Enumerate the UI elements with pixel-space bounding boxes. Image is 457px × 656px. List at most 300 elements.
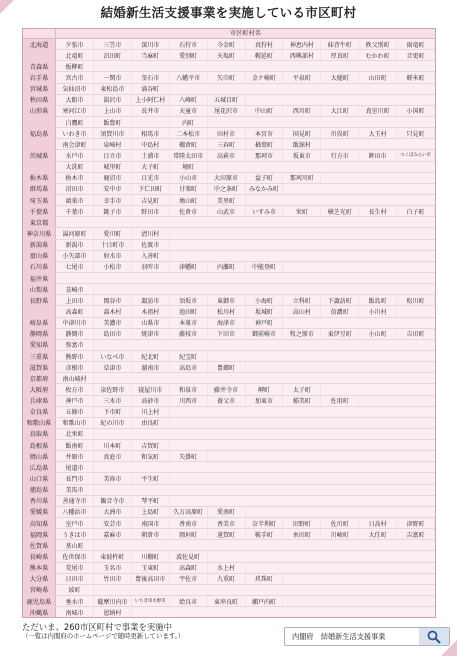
municipality-cell: むかわ町 xyxy=(359,50,397,60)
municipality-cell: 益子町 xyxy=(246,173,284,183)
municipality-cell: 豊郷町 xyxy=(208,362,246,372)
municipality-cell: 沼田町 xyxy=(94,50,132,60)
municipality-cell: 神戸市 xyxy=(56,396,94,406)
municipality-cell: 鹿沼市 xyxy=(94,173,132,183)
municipality-cell: 大洲市 xyxy=(94,507,132,517)
prefecture-cell: 熊本県 xyxy=(23,563,56,573)
municipality-list xyxy=(56,485,435,495)
prefecture-cell: 和歌山県 xyxy=(23,418,56,428)
municipality-cell: 吉富町 xyxy=(397,529,435,539)
municipality-cell: 軽米町 xyxy=(397,72,435,82)
municipality-cell: 日高村 xyxy=(359,518,397,528)
municipality-cell: 川俣町 xyxy=(321,128,359,138)
municipality-list xyxy=(56,407,435,417)
municipality-cell: 大館市 xyxy=(56,95,94,105)
table-row xyxy=(23,117,435,128)
municipality-cell: 上島町 xyxy=(132,507,170,517)
table-row xyxy=(23,451,435,462)
prefecture-cell: 青森県 xyxy=(23,61,56,71)
municipality-cell: 垂水市 xyxy=(56,596,94,606)
municipality-cell: 安芸市 xyxy=(94,518,132,528)
municipality-cell: 寒河江市 xyxy=(56,106,94,116)
table-row xyxy=(23,529,435,540)
municipality-cell: 中能登町 xyxy=(246,262,284,272)
municipality-list xyxy=(56,273,435,283)
municipality-cell: 小海町 xyxy=(246,295,284,305)
municipality-cell: 美祢市 xyxy=(94,473,132,483)
municipality-cell: 平泉町 xyxy=(283,72,321,82)
table-row xyxy=(23,485,435,496)
table-row xyxy=(23,473,435,484)
municipality-cell: 朝倉市 xyxy=(132,529,170,539)
municipality-cell: 十日町市 xyxy=(94,240,132,250)
prefecture-cell: 鳥取県 xyxy=(23,429,56,439)
table-row xyxy=(23,128,435,139)
municipality-cell: 日田市 xyxy=(56,574,94,584)
municipality-cell: 真室川町 xyxy=(359,106,397,116)
municipality-list xyxy=(56,162,435,172)
table-row xyxy=(23,61,435,72)
table-row xyxy=(23,607,435,617)
municipality-cell: 五城目町 xyxy=(208,95,246,105)
municipality-cell: 玖珠町 xyxy=(246,574,284,584)
municipality-cell: いなべ市 xyxy=(94,351,132,361)
municipality-cell: みなかみ町 xyxy=(246,184,284,194)
municipality-cell: 真狩村 xyxy=(246,39,284,49)
table-row xyxy=(23,240,435,251)
municipality-cell: 下仁田町 xyxy=(132,184,170,194)
municipality-cell: 山田町 xyxy=(359,72,397,82)
municipality-cell: 新潟市 xyxy=(56,240,94,250)
municipality-cell: 恩納村 xyxy=(94,607,132,617)
municipality-cell: 糸田町 xyxy=(283,529,321,539)
municipality-cell xyxy=(132,117,170,127)
municipality-cell: 三笠市 xyxy=(94,39,132,49)
municipality-list xyxy=(56,206,435,216)
prefecture-cell: 鹿児島県 xyxy=(23,596,56,606)
municipality-cell: 幸手市 xyxy=(94,195,132,205)
municipality-list xyxy=(56,473,435,483)
municipality-cell: 坂東市 xyxy=(283,150,321,160)
municipality-cell: 千葉市 xyxy=(56,206,94,216)
municipality-cell: 楢葉町 xyxy=(246,139,284,149)
table-row xyxy=(23,162,435,173)
search-label: 内閣府 結婚新生活支援事業 xyxy=(292,631,386,641)
table-row xyxy=(23,206,435,217)
municipality-cell: 由良町 xyxy=(132,418,170,428)
municipality-cell: 夕張市 xyxy=(56,39,94,49)
municipality-list xyxy=(56,451,435,461)
municipality-cell: 中島村 xyxy=(132,139,170,149)
table-row xyxy=(23,217,435,228)
municipality-cell: 佐世保市 xyxy=(56,551,94,561)
municipality-cell: 海津市 xyxy=(208,318,246,328)
municipality-cell: 水上村 xyxy=(208,563,246,573)
municipality-cell: 山県市 xyxy=(132,318,170,328)
municipality-cell: 弥富市 xyxy=(56,340,94,350)
municipality-cell: 西興部村 xyxy=(283,50,321,60)
table-row xyxy=(23,440,435,451)
municipality-cell: 吉田町 xyxy=(397,329,435,339)
municipality-list xyxy=(56,217,435,227)
municipality-cell: 只見町 xyxy=(397,128,435,138)
municipality-cell: いわき市 xyxy=(56,128,94,138)
prefecture-cell xyxy=(23,306,56,316)
municipality-cell: 南山城村 xyxy=(56,373,94,383)
table-row xyxy=(23,373,435,384)
municipality-cell: 本宮市 xyxy=(246,128,284,138)
municipality-cell: 大洗町 xyxy=(56,162,94,172)
municipality-list xyxy=(56,228,435,238)
municipality-list xyxy=(56,362,435,372)
prefecture-header xyxy=(23,29,56,38)
municipality-cell: 西川町 xyxy=(283,106,321,116)
municipality-cell: 八幡浜市 xyxy=(56,507,94,517)
municipality-cell: 栃木市 xyxy=(56,173,94,183)
prefecture-cell: 石川県 xyxy=(23,262,56,272)
municipality-cell: 上小阿仁村 xyxy=(132,95,170,105)
municipality-cell: 今金町 xyxy=(208,39,246,49)
prefecture-cell: 東京都 xyxy=(23,217,56,227)
municipality-cell: 小国町 xyxy=(397,106,435,116)
municipality-cell: 天童市 xyxy=(170,106,208,116)
prefecture-cell: 山形県 xyxy=(23,106,56,116)
municipality-cell: 高萩市 xyxy=(208,150,246,160)
municipality-cell: 熊野市 xyxy=(56,351,94,361)
municipality-list xyxy=(56,240,435,250)
municipality-cell: 白子町 xyxy=(397,206,435,216)
municipality-cell: 音更町 xyxy=(397,50,435,60)
municipality-cell: 香美市 xyxy=(208,518,246,528)
table-row xyxy=(23,228,435,239)
municipality-cell: 日光市 xyxy=(132,173,170,183)
prefecture-cell: 福井県 xyxy=(23,273,56,283)
municipality-cell: 高山村 xyxy=(283,306,321,316)
table-row xyxy=(23,39,435,50)
municipality-cell: 焼津市 xyxy=(132,329,170,339)
municipality-cell: 奈半利町 xyxy=(246,518,284,528)
municipality-list xyxy=(56,585,435,595)
municipality-cell: 長生村 xyxy=(359,206,397,216)
municipality-list xyxy=(56,340,435,350)
municipality-cell: 善通寺市 xyxy=(56,496,94,506)
municipality-cell: 和気町 xyxy=(132,451,170,461)
municipality-cell: 那珂川町 xyxy=(283,173,321,183)
municipality-cell: 竹田市 xyxy=(94,574,132,584)
table-row xyxy=(23,95,435,106)
municipality-cell: 八峰町 xyxy=(170,95,208,105)
municipality-cell: 吉賀町 xyxy=(132,440,170,450)
municipality-header: 市区町村名 xyxy=(56,29,435,38)
municipality-cell: 八幡平市 xyxy=(170,72,208,82)
municipality-cell: 長門市 xyxy=(56,473,94,483)
municipality-list xyxy=(56,318,435,328)
municipality-cell: 高森町 xyxy=(170,563,208,573)
municipality-cell: 日立市 xyxy=(94,150,132,160)
municipality-cell: 鴻巣市 xyxy=(56,195,94,205)
municipality-cell: 那珂市 xyxy=(246,150,284,160)
municipality-cell: 東彼杵町 xyxy=(94,551,132,561)
municipality-cell: 香南市 xyxy=(170,518,208,528)
municipality-cell: 射水市 xyxy=(94,251,132,261)
municipality-cell: 南城市 xyxy=(56,607,94,617)
municipality-cell: 尾道市 xyxy=(56,462,94,472)
municipality-cell: 津幡町 xyxy=(170,262,208,272)
municipality-list xyxy=(56,529,435,539)
municipality-cell: 佐渡市 xyxy=(132,240,170,250)
municipality-cell: 高砂市 xyxy=(132,396,170,406)
table-row xyxy=(23,318,435,329)
municipality-cell: 上山市 xyxy=(94,106,132,116)
municipality-cell: 泉佐野市 xyxy=(94,384,132,394)
prefecture-cell: 群馬県 xyxy=(23,184,56,194)
municipality-cell: 養父市 xyxy=(208,396,246,406)
municipality-cell: 北栄町 xyxy=(56,429,94,439)
municipality-list xyxy=(56,607,435,617)
prefecture-cell: 岡山県 xyxy=(23,451,56,461)
municipality-cell: 上田市 xyxy=(56,295,94,305)
municipality-cell: 高森町 xyxy=(56,306,94,316)
municipality-list xyxy=(56,139,435,149)
municipality-cell: 泉崎村 xyxy=(94,139,132,149)
municipality-cell: 愛川町 xyxy=(94,228,132,238)
prefecture-cell: 徳島県 xyxy=(23,485,56,495)
municipality-cell: 羽咋市 xyxy=(132,262,170,272)
municipality-cell: 尾花沢市 xyxy=(208,106,246,116)
prefecture-cell: 山口県 xyxy=(23,473,56,483)
municipality-cell: 和泉市 xyxy=(170,384,208,394)
municipality-cell: 信濃町 xyxy=(321,306,359,316)
prefecture-cell: 島根県 xyxy=(23,440,56,450)
table-row xyxy=(23,50,435,61)
table-row xyxy=(23,184,435,195)
municipality-cell: 厚真町 xyxy=(321,50,359,60)
municipality-cell: 南会津町 xyxy=(56,139,94,149)
municipality-cell: 栄町 xyxy=(283,206,321,216)
prefecture-cell: 長野県 xyxy=(23,295,56,305)
table-row xyxy=(23,551,435,562)
municipality-cell: 鉾田市 xyxy=(359,150,397,160)
table-header xyxy=(23,29,435,39)
municipality-cell: 高島市 xyxy=(170,362,208,372)
municipality-cell: うきは市 xyxy=(56,529,94,539)
municipality-list xyxy=(56,396,435,406)
municipality-cell: 川崎町 xyxy=(321,529,359,539)
prefecture-cell: 福島県 xyxy=(23,128,56,138)
municipality-cell: 安中市 xyxy=(94,184,132,194)
prefecture-cell: 千葉県 xyxy=(23,206,56,216)
table-row xyxy=(23,273,435,284)
municipality-cell: 御前崎市 xyxy=(246,329,284,339)
municipality-cell: 当麻町 xyxy=(132,50,170,60)
municipality-cell: 下諏訪町 xyxy=(321,295,359,305)
prefecture-cell xyxy=(23,50,56,60)
municipality-cell: 鳩山町 xyxy=(170,195,208,205)
prefecture-cell: 埼玉県 xyxy=(23,195,56,205)
municipality-cell: 豊後高田市 xyxy=(132,574,170,584)
municipality-cell: 基山町 xyxy=(56,540,94,550)
search-box[interactable] xyxy=(284,627,450,646)
municipality-cell: 田村市 xyxy=(208,128,246,138)
municipality-cell: 遠賀町 xyxy=(208,529,246,539)
municipality-cell: 入善町 xyxy=(132,251,170,261)
municipality-cell: 愛南町 xyxy=(208,507,246,517)
municipality-cell: 涌谷町 xyxy=(132,84,170,94)
municipality-cell: 幌延町 xyxy=(246,50,284,60)
municipality-list xyxy=(56,50,435,60)
municipality-list xyxy=(56,39,435,49)
municipality-cell: 雨竜町 xyxy=(397,39,435,49)
municipality-cell: 鞍手町 xyxy=(246,529,284,539)
municipality-cell: 観音寺市 xyxy=(94,496,132,506)
municipality-cell: 飯南町 xyxy=(56,440,94,450)
municipality-cell: 嘉麻市 xyxy=(94,529,132,539)
municipality-cell: 飯島町 xyxy=(359,295,397,305)
municipality-cell: 小矢部市 xyxy=(56,251,94,261)
municipality-cell: 須賀川市 xyxy=(94,128,132,138)
municipality-list xyxy=(56,373,435,383)
prefecture-cell: 沖縄県 xyxy=(23,607,56,617)
municipality-cell: 喬木村 xyxy=(94,306,132,316)
municipality-list xyxy=(56,418,435,428)
municipality-cell: 岡垣町 xyxy=(170,529,208,539)
prefecture-cell: 高知県 xyxy=(23,518,56,528)
municipality-cell: 紀北町 xyxy=(132,351,170,361)
prefecture-cell: 香川県 xyxy=(23,496,56,506)
municipality-cell: 波佐見町 xyxy=(170,551,208,561)
prefecture-cell: 栃木県 xyxy=(23,173,56,183)
municipality-cell: 稲美町 xyxy=(283,396,321,406)
table-row xyxy=(23,262,435,273)
prefecture-cell xyxy=(23,117,56,127)
prefecture-cell: 愛媛県 xyxy=(23,507,56,517)
municipality-list xyxy=(56,551,435,561)
municipality-cell: 三木市 xyxy=(94,396,132,406)
prefecture-cell: 岐阜県 xyxy=(23,318,56,328)
prefecture-cell: 山梨県 xyxy=(23,284,56,294)
table-row xyxy=(23,351,435,362)
municipality-cell: つくばみらい市 xyxy=(397,150,435,160)
municipality-list xyxy=(56,61,435,71)
municipality-cell: 矢掛町 xyxy=(170,451,208,461)
municipality-cell: 中山町 xyxy=(246,106,284,116)
municipality-cell: 二本松市 xyxy=(170,128,208,138)
municipality-cell: 田野町 xyxy=(283,518,321,528)
municipality-cell: 中之条町 xyxy=(208,184,246,194)
table-row xyxy=(23,407,435,418)
municipality-cell: 荒尾市 xyxy=(56,563,94,573)
municipality-cell: いちき串木野市 xyxy=(132,596,170,606)
municipality-cell: 藤枝市 xyxy=(170,329,208,339)
municipality-cell: 沼田市 xyxy=(56,184,94,194)
municipality-cell: 松川町 xyxy=(397,295,435,305)
prefecture-cell: 兵庫県 xyxy=(23,396,56,406)
municipality-cell: 真庭市 xyxy=(94,451,132,461)
municipality-cell: 木祖村 xyxy=(132,306,170,316)
municipality-list xyxy=(56,306,435,316)
municipality-list xyxy=(56,251,435,261)
table-row xyxy=(23,585,435,596)
municipality-cell: 東御市 xyxy=(208,295,246,305)
table-row xyxy=(23,429,435,440)
table-row xyxy=(23,563,435,574)
table-row xyxy=(23,251,435,262)
prefecture-cell: 奈良県 xyxy=(23,407,56,417)
municipality-cell: 藤井寺市 xyxy=(208,384,246,394)
municipality-cell: 横芝光町 xyxy=(321,206,359,216)
municipality-cell: 松川村 xyxy=(208,306,246,316)
municipality-list xyxy=(56,195,435,205)
municipality-cell: 湖南市 xyxy=(132,362,170,372)
corner-decoration-bottom xyxy=(441,640,457,656)
municipality-cell: 内灘町 xyxy=(208,262,246,272)
municipality-cell: 寝屋川市 xyxy=(132,384,170,394)
municipality-cell: 玉名市 xyxy=(94,563,132,573)
municipality-cell: 秩父別町 xyxy=(359,39,397,49)
municipality-cell: 相馬市 xyxy=(132,128,170,138)
table-row xyxy=(23,84,435,95)
municipality-list xyxy=(56,384,435,394)
municipality-cell: 天塩町 xyxy=(208,50,246,60)
municipality-cell: 国見町 xyxy=(283,128,321,138)
prefecture-cell xyxy=(23,139,56,149)
footer-count: ただいま、260市区町村で事業を実施中 xyxy=(22,622,172,632)
municipality-list xyxy=(56,518,435,528)
municipality-cell: 石狩市 xyxy=(170,39,208,49)
table-row xyxy=(23,173,435,184)
municipality-cell: 小松市 xyxy=(94,262,132,272)
municipality-cell: 静岡市 xyxy=(56,329,94,339)
municipality-cell: 常陸太田市 xyxy=(170,150,208,160)
municipality-cell: 九重町 xyxy=(208,574,246,584)
municipality-cell: 小川村 xyxy=(359,306,397,316)
municipality-cell: 城里町 xyxy=(94,162,132,172)
footer-subnote: （一覧は内閣府のホームページで随時更新しています。） xyxy=(22,632,185,640)
municipality-list xyxy=(56,429,435,439)
municipality-cell: 川西市 xyxy=(170,396,208,406)
municipality-cell: 彦根市 xyxy=(56,362,94,372)
municipality-cell: 一関市 xyxy=(94,72,132,82)
municipality-cell: 北竜町 xyxy=(56,50,94,60)
municipality-table xyxy=(22,28,436,618)
municipality-cell: 水戸市 xyxy=(56,150,94,160)
municipality-list xyxy=(56,507,435,517)
municipality-cell: 白鷹町 xyxy=(56,117,94,127)
municipality-cell: 下市町 xyxy=(94,407,132,417)
municipality-list xyxy=(56,72,435,82)
municipality-cell: 内町 xyxy=(170,117,208,127)
prefecture-cell: 広島県 xyxy=(23,462,56,472)
municipality-cell: 佐川町 xyxy=(321,518,359,528)
municipality-cell: 牧之原市 xyxy=(283,329,321,339)
prefecture-cell: 長崎県 xyxy=(23,551,56,561)
municipality-list xyxy=(56,440,435,450)
municipality-list xyxy=(56,128,435,138)
municipality-list xyxy=(56,462,435,472)
municipality-cell: 久万高原町 xyxy=(170,507,208,517)
municipality-cell: 玉東町 xyxy=(132,563,170,573)
prefecture-cell: 富山県 xyxy=(23,251,56,261)
table-row xyxy=(23,306,435,317)
table-row xyxy=(23,384,435,395)
prefecture-cell: 宮城県 xyxy=(23,84,56,94)
municipality-cell: 甘楽町 xyxy=(170,184,208,194)
municipality-cell: 湯河原町 xyxy=(56,228,94,238)
municipality-cell: 瀬戸内町 xyxy=(246,596,284,606)
municipality-list xyxy=(56,284,435,294)
prefecture-cell: 大阪府 xyxy=(23,384,56,394)
table-row xyxy=(23,195,435,206)
